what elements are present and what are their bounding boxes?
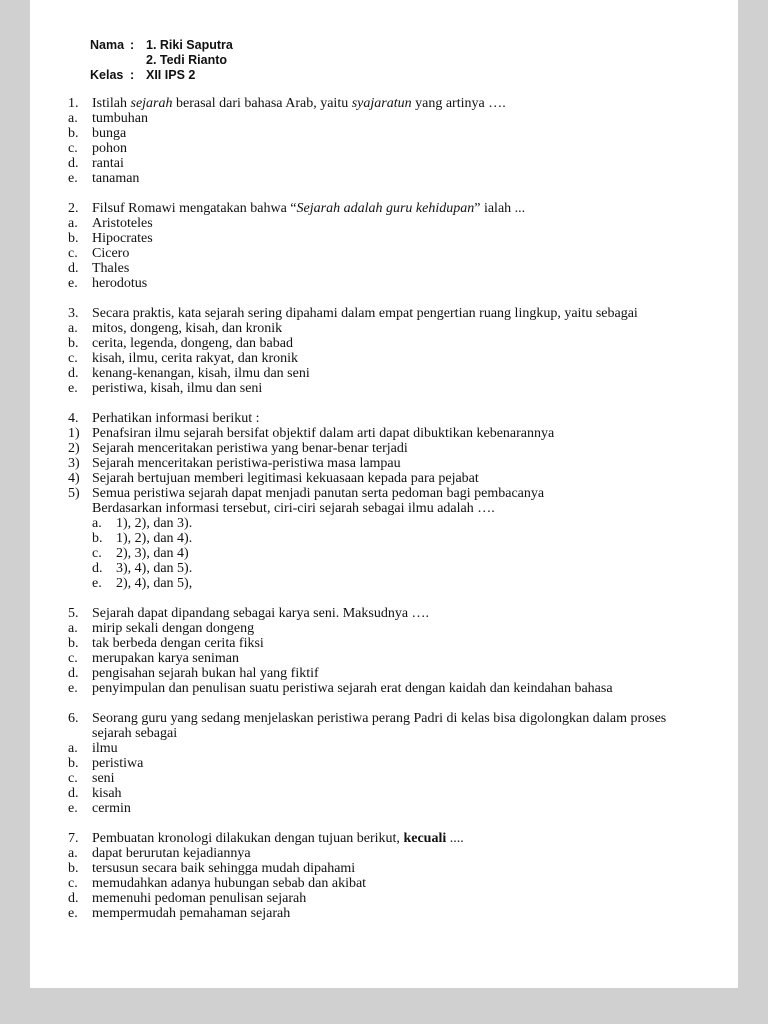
option-text: pohon bbox=[92, 141, 127, 156]
name-label: Nama bbox=[90, 38, 125, 52]
option-letter: b. bbox=[68, 231, 79, 246]
option-letter: c. bbox=[68, 246, 78, 261]
answer-option bbox=[92, 576, 670, 591]
option-text: mempermudah pemahaman sejarah bbox=[92, 906, 291, 921]
option-text: tanaman bbox=[92, 171, 140, 186]
option-text: dapat berurutan kejadiannya bbox=[92, 846, 251, 861]
option-letter: a. bbox=[68, 321, 78, 336]
option-letter: e. bbox=[68, 276, 78, 291]
answer-option bbox=[68, 681, 670, 696]
question-stem bbox=[68, 606, 670, 621]
option-text: 2), 3), dan 4) bbox=[116, 546, 189, 561]
option-text: seni bbox=[92, 771, 115, 786]
text-segment: kecuali bbox=[403, 831, 447, 846]
answer-option bbox=[68, 906, 670, 921]
text-segment: Sejarah dapat dipandang sebagai karya seni. Maksudnya …. bbox=[92, 606, 430, 621]
question-text bbox=[92, 201, 670, 216]
question-stem bbox=[68, 411, 670, 426]
option-letter: e. bbox=[68, 381, 78, 396]
info-item-text: Sejarah menceritakan peristiwa-peristiwa masa lampau bbox=[92, 456, 401, 471]
answer-option bbox=[68, 231, 670, 246]
answer-option bbox=[68, 861, 670, 876]
info-item bbox=[68, 471, 670, 486]
answer-option bbox=[68, 621, 670, 636]
answer-option bbox=[68, 801, 670, 816]
option-letter: a. bbox=[68, 846, 78, 861]
info-item-number: 4) bbox=[68, 471, 80, 486]
option-letter: d. bbox=[68, 261, 79, 276]
question-number: 3. bbox=[68, 306, 79, 321]
info-item-number: 3) bbox=[68, 456, 80, 471]
header-class-line bbox=[90, 68, 670, 83]
option-text: tak berbeda dengan cerita fiksi bbox=[92, 636, 264, 651]
option-text: peristiwa bbox=[92, 756, 144, 771]
answer-option bbox=[68, 261, 670, 276]
option-text: Thales bbox=[92, 261, 130, 276]
info-item-text: Penafsiran ilmu sejarah bersifat objektif dalam arti dapat dibuktikan kebenarannya bbox=[92, 426, 555, 441]
answer-option bbox=[68, 786, 670, 801]
option-letter: b. bbox=[68, 861, 79, 876]
class-value: XII IPS 2 bbox=[146, 68, 196, 82]
option-text: Hipocrates bbox=[92, 231, 153, 246]
info-item bbox=[68, 441, 670, 456]
option-letter: c. bbox=[92, 546, 102, 561]
option-text: 3), 4), dan 5). bbox=[116, 561, 193, 576]
answer-option bbox=[68, 321, 670, 336]
info-item-number: 2) bbox=[68, 441, 80, 456]
question bbox=[68, 711, 670, 816]
options bbox=[68, 216, 670, 291]
option-text: rantai bbox=[92, 156, 124, 171]
question bbox=[68, 831, 670, 921]
name-value-1: 1. Riki Saputra bbox=[146, 38, 233, 52]
question-stem bbox=[68, 201, 670, 216]
answer-option bbox=[68, 111, 670, 126]
answer-option bbox=[68, 336, 670, 351]
question-stem bbox=[68, 831, 670, 846]
option-letter: e. bbox=[92, 576, 102, 591]
answer-option bbox=[68, 381, 670, 396]
question bbox=[68, 201, 670, 291]
option-letter: c. bbox=[68, 651, 78, 666]
text-segment: Pembuatan kronologi dilakukan dengan tujuan berikut, bbox=[92, 831, 404, 846]
question-text bbox=[92, 831, 670, 846]
option-text: Cicero bbox=[92, 246, 130, 261]
option-letter: a. bbox=[68, 111, 78, 126]
option-text: mirip sekali dengan dongeng bbox=[92, 621, 255, 636]
question-text bbox=[92, 96, 670, 111]
option-text: mitos, dongeng, kisah, dan kronik bbox=[92, 321, 283, 336]
option-letter: a. bbox=[68, 741, 78, 756]
option-letter: e. bbox=[68, 681, 78, 696]
answer-option bbox=[92, 546, 670, 561]
option-letter: d. bbox=[68, 786, 79, 801]
text-segment: Istilah bbox=[92, 96, 131, 111]
options bbox=[68, 621, 670, 696]
answer-option bbox=[68, 171, 670, 186]
answer-option bbox=[68, 891, 670, 906]
option-letter: d. bbox=[68, 156, 79, 171]
name-value-2: 2. Tedi Rianto bbox=[146, 53, 228, 67]
info-item-text: Sejarah bertujuan memberi legitimasi kekuasaan kepada para pejabat bbox=[92, 471, 479, 486]
info-item-text: Semua peristiwa sejarah dapat menjadi panutan serta pedoman bagi pembacanya bbox=[92, 486, 545, 501]
text-segment: ” ialah ... bbox=[474, 201, 526, 216]
option-text: tersusun secara baik sehingga mudah dipahami bbox=[92, 861, 356, 876]
question bbox=[68, 411, 670, 591]
answer-option bbox=[68, 276, 670, 291]
text-segment: syajaratun bbox=[351, 96, 412, 111]
option-letter: e. bbox=[68, 171, 78, 186]
option-text: penyimpulan dan penulisan suatu peristiwa sejarah erat dengan kaidah dan keindahan bahasa bbox=[92, 681, 613, 696]
answer-option bbox=[68, 141, 670, 156]
class-label: Kelas bbox=[90, 68, 124, 82]
student-header bbox=[90, 38, 670, 83]
option-text: 2), 4), dan 5), bbox=[116, 576, 193, 591]
option-text: memudahkan adanya hubungan sebab dan akibat bbox=[92, 876, 367, 891]
question-text bbox=[92, 606, 670, 621]
option-text: kisah, ilmu, cerita rakyat, dan kronik bbox=[92, 351, 299, 366]
answer-option bbox=[68, 366, 670, 381]
option-letter: d. bbox=[68, 366, 79, 381]
option-letter: c. bbox=[68, 141, 78, 156]
option-text: Aristoteles bbox=[92, 216, 153, 231]
answer-option bbox=[68, 741, 670, 756]
question-closing: Berdasarkan informasi tersebut, ciri-ciri sejarah sebagai ilmu adalah …. bbox=[92, 501, 495, 516]
answer-option bbox=[68, 246, 670, 261]
option-letter: d. bbox=[68, 891, 79, 906]
option-letter: b. bbox=[68, 636, 79, 651]
option-text: bunga bbox=[92, 126, 127, 141]
question-stem bbox=[68, 711, 670, 741]
options bbox=[68, 321, 670, 396]
answer-option bbox=[68, 651, 670, 666]
option-text: merupakan karya seniman bbox=[92, 651, 239, 666]
option-letter: e. bbox=[68, 801, 78, 816]
text-segment: Filsuf Romawi mengatakan bahwa “ bbox=[92, 201, 297, 216]
answer-option bbox=[92, 516, 670, 531]
option-text: cerita, legenda, dongeng, dan babad bbox=[92, 336, 293, 351]
option-letter: b. bbox=[68, 336, 79, 351]
question bbox=[68, 606, 670, 696]
option-text: ilmu bbox=[92, 741, 118, 756]
option-letter: b. bbox=[92, 531, 103, 546]
question-text bbox=[92, 411, 670, 426]
option-letter: a. bbox=[68, 216, 78, 231]
question bbox=[68, 96, 670, 186]
info-item bbox=[68, 456, 670, 471]
options bbox=[68, 111, 670, 186]
question-number: 6. bbox=[68, 711, 79, 726]
option-text: 1), 2), dan 4). bbox=[116, 531, 193, 546]
option-text: 1), 2), dan 3). bbox=[116, 516, 193, 531]
options bbox=[68, 741, 670, 816]
page-content bbox=[30, 0, 670, 921]
class-colon: : bbox=[130, 68, 135, 82]
text-segment: .... bbox=[446, 831, 464, 846]
option-text: tumbuhan bbox=[92, 111, 148, 126]
answer-option bbox=[68, 876, 670, 891]
answer-option bbox=[68, 771, 670, 786]
answer-option bbox=[68, 156, 670, 171]
answer-option bbox=[68, 216, 670, 231]
option-letter: a. bbox=[68, 621, 78, 636]
option-letter: c. bbox=[68, 771, 78, 786]
name-colon: : bbox=[130, 38, 135, 52]
info-item bbox=[68, 426, 670, 441]
info-item-number: 5) bbox=[68, 486, 80, 501]
answer-option bbox=[68, 636, 670, 651]
text-segment: Perhatikan informasi berikut : bbox=[92, 411, 260, 426]
answer-option bbox=[68, 351, 670, 366]
question-stem bbox=[68, 96, 670, 111]
answer-option bbox=[68, 126, 670, 141]
option-letter: b. bbox=[68, 126, 79, 141]
text-segment: yang artinya …. bbox=[411, 96, 506, 111]
answer-option bbox=[68, 666, 670, 681]
option-text: kenang-kenangan, kisah, ilmu dan seni bbox=[92, 366, 310, 381]
option-letter: a. bbox=[92, 516, 102, 531]
option-letter: b. bbox=[68, 756, 79, 771]
text-segment: sejarah bbox=[130, 96, 173, 111]
question-number: 7. bbox=[68, 831, 79, 846]
text-segment: Sejarah adalah guru kehidupan bbox=[296, 201, 475, 216]
option-text: kisah bbox=[92, 786, 122, 801]
header-name-line bbox=[90, 38, 670, 53]
option-letter: e. bbox=[68, 906, 78, 921]
info-item bbox=[68, 486, 670, 501]
option-letter: d. bbox=[68, 666, 79, 681]
option-letter: c. bbox=[68, 351, 78, 366]
question-number: 2. bbox=[68, 201, 79, 216]
option-text: pengisahan sejarah bukan hal yang fiktif bbox=[92, 666, 319, 681]
options bbox=[68, 846, 670, 921]
option-text: memenuhi pedoman penulisan sejarah bbox=[92, 891, 307, 906]
question-number: 1. bbox=[68, 96, 79, 111]
question-stem bbox=[68, 306, 670, 321]
question-text bbox=[92, 306, 670, 321]
option-letter: c. bbox=[68, 876, 78, 891]
info-item-text: Sejarah menceritakan peristiwa yang benar-benar terjadi bbox=[92, 441, 408, 456]
text-segment: Secara praktis, kata sejarah sering dipahami dalam empat pengertian ruang lingkup, yaitu sebagai bbox=[92, 306, 638, 321]
info-item-number: 1) bbox=[68, 426, 80, 441]
question bbox=[68, 306, 670, 396]
text-segment: berasal dari bahasa Arab, yaitu bbox=[172, 96, 352, 111]
answer-option bbox=[68, 756, 670, 771]
question-number: 4. bbox=[68, 411, 79, 426]
document-page bbox=[30, 0, 738, 988]
answer-option bbox=[92, 531, 670, 546]
header-name-line-2 bbox=[90, 53, 670, 68]
option-letter: d. bbox=[92, 561, 103, 576]
answer-option bbox=[92, 561, 670, 576]
question-list bbox=[68, 96, 670, 921]
option-text: cermin bbox=[92, 801, 131, 816]
option-text: herodotus bbox=[92, 276, 148, 291]
options bbox=[92, 516, 670, 591]
option-text: peristiwa, kisah, ilmu dan seni bbox=[92, 381, 263, 396]
question-text bbox=[92, 711, 670, 741]
question-number: 5. bbox=[68, 606, 79, 621]
text-segment: Seorang guru yang sedang menjelaskan peristiwa perang Padri di kelas bisa digolongkan dalam proses sejarah sebagai bbox=[92, 711, 667, 741]
answer-option bbox=[68, 846, 670, 861]
